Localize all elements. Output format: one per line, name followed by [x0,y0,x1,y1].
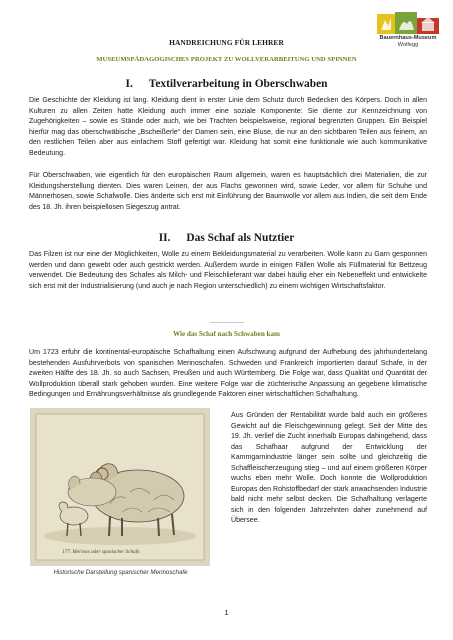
sheep-engraving-icon [30,408,210,566]
logo-icon [377,12,439,34]
logo-name-line2: Wolfegg [397,42,419,48]
section-1-title: Textilverarbeitung in Oberschwaben [148,78,328,90]
section-1-heading [0,78,453,90]
section-2-title: Das Schaf als Nutztier [186,232,295,244]
section-1-paragraph-2: Für Oberschwaben, wie eigentlich für den europäischen Raum allgemein, waren es hauptsächlich drei Materialien, die zur Kleidungsherstellung dienten. Dies waren Leinen, der aus Flachs gewonnen wird, sowie Leder, vor allem für Schuhe und Männerhosen, sowie Schafwolle. Dies änderte sich erst mit Einführung der Baumwolle vor allem aus Indien, die seit dem Ende des 18. Jh. ihren beispiellosen Siegeszug antrat. [29,172,427,211]
museum-logo [377,12,439,54]
divider [210,322,244,323]
logo-name-line1: Bauernhaus-Museum [379,35,437,41]
merino-sheep-illustration [30,408,210,566]
page-number: 1 [224,608,229,617]
section-1-paragraph-1: Die Geschichte der Kleidung ist lang. Kleidung dient in erster Linie dem Schutz durch Bedecken des Körpers. Doch in allen Kulturen zu allen Zeiten hatte Kleidung auch immer eine soziale Komponente: Sie diente zur Kennzeichnung von Zugehörigkeiten – sowie es Stände oder auch, wie bei Trachten beispielsweise, regional begrenzten Gruppen. Ein Beispiel hierfür mag das oberschwäbische „Bscheißerle“ der Damen sein, eine Bluse, die nur an den sichtbaren Teilen aus feinem, an den restlichen Teilen aber aus einfachem Stoff gefertigt war. Kleidung hat somit eine funktionale wie auch kommunikative Bedeutung. [29,97,427,157]
project-subtitle: MUSEUMSPÄDAGOGISCHES PROJEKT ZU WOLLVERARBEITUNG UND SPINNEN [96,56,357,63]
document-title: HANDREICHUNG FÜR LEHRER [169,38,284,47]
section-2-paragraph: Das Filzen ist nur eine der Möglichkeiten, Wolle zu einem Bekleidungsmaterial zu verarbeiten. Wolle kann zu Garn gesponnen werden und dann gewebt oder auch gestrickt werden. Außerdem wurde in einigen Fällen Wolle als Füllmaterial für Bettzeug verwendet. Die Bedeutung des Schafes als Milch- und Fleischlieferant war dabei häufig eher ein Nebeneffekt und entwickelte sich erst mit der Industrialisierung (und auch je nach Region unterschiedlich) zu einem wichtigen Wirtschaftsfaktor. [29,251,427,290]
figure-caption: Historische Darstellung spanischer Merinoschafe [53,569,188,576]
subsection-heading: Wie das Schaf nach Schwaben kam [173,330,280,338]
section-2-heading [0,232,453,244]
section-1-number: I. [125,78,133,90]
section-2-number: II. [158,232,171,244]
subsection-side-paragraph: Aus Gründen der Rentabilität wurde bald auch ein größeres Gewicht auf die Fleischgewinnung gelegt. Seit der Mitte des 19. Jh. verlief die Zucht innerhalb Europas dahingehend, dass das Schafhaar aufgrund der Entwicklung der Kammgarnindustrie länger sein sollte und gleichzeitig die Schaffleischerzeugung stieg – und auf einem größeren Körper wuchs eben mehr Wolle. Doch konnte die Wollproduktion Europas den Rohstoffbedarf der stark anwachsenden Industrie bald nicht mehr selbst decken. Die Schafhaltung verlagerte sich in den folgenden Jahrzehnten daher zunehmend auf Übersee. [231,412,427,524]
subsection-paragraph: Um 1723 erfuhr die kontinental-europäische Schafhaltung einen Aufschwung aufgrund der Aufhebung des jahrhundertelang bestehenden Ausfuhrverbots von spanischen Merinoschafen. Schweden und Frankreich importierten darauf Schafe, in der zweiten Hälfte des 18. Jh. so auch Sachsen, Preußen und auch Württemberg. Die Folge war, dass Qualität und Quantität der Wollproduktion überall stark gehoben wurden. Eine weitere Folge war die züchterische Anpassung an gegebene klimatische Bedingungen und Ernährungsverhältnisse als grundlegende Faktoren einer wirtschaftlichen Schafhaltung. [29,349,427,398]
engraving-inscription: 177. Merinos oder spanischer Schafe. [62,549,141,555]
